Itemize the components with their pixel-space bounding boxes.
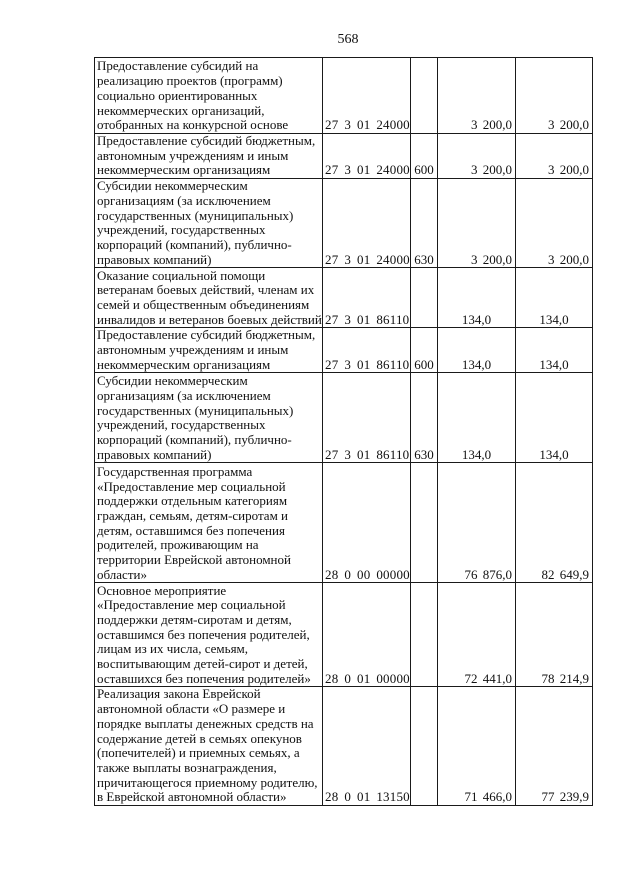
amount-first-year: 72 441,0 [438,583,516,687]
item-description: Оказание социальной помощи ветеранам боевых действий, членам их семей и общественным объединениям инвалидов и ветеранов боевых действий [95,268,323,328]
item-description: Предоставление субсидий бюджетным, автономным учреждениям и иным некоммерческим организациям [95,134,323,179]
table-row [95,373,593,463]
expense-type: 600 [411,328,438,373]
expense-type: 600 [411,134,438,179]
amount-second-year: 3 200,0 [516,58,593,134]
amount-first-year: 3 200,0 [438,134,516,179]
item-description: Предоставление субсидий бюджетным, автономным учреждениям и иным некоммерческим организациям [95,328,323,373]
expense-type [411,583,438,687]
expense-type [411,687,438,806]
table-row [95,134,593,179]
amount-second-year: 78 214,9 [516,583,593,687]
budget-code: 27 3 01 24000 [323,179,411,268]
item-description: Основное мероприятие «Предоставление мер социальной поддержки детям-сиротам и детям, оставшимся без попечения родителей, лицам из их числа, семьям, воспитывающим детей-сирот и детей, оставшихся без попечения родителей» [95,583,323,687]
budget-code: 28 0 00 00000 [323,463,411,583]
amount-second-year: 82 649,9 [516,463,593,583]
table-row [95,328,593,373]
item-description: Субсидии некоммерческим организациям (за исключением государственных (муниципальных) учреждений, государственных корпораций (компаний), публично- правовых компаний) [95,373,323,463]
budget-code: 27 3 01 86110 [323,268,411,328]
table-row [95,583,593,687]
budget-code: 27 3 01 24000 [323,58,411,134]
amount-second-year: 3 200,0 [516,179,593,268]
table-row [95,687,593,806]
budget-code: 27 3 01 86110 [323,328,411,373]
item-description: Субсидии некоммерческим организациям (за исключением государственных (муниципальных) учреждений, государственных корпораций (компаний), публично- правовых компаний) [95,179,323,268]
expense-type [411,463,438,583]
amount-first-year: 3 200,0 [438,58,516,134]
item-description: Предоставление субсидий на реализацию проектов (программ) социально ориентированных некоммерческих организаций, отобранных на конкурсной основе [95,58,323,134]
table-row [95,179,593,268]
amount-first-year: 76 876,0 [438,463,516,583]
budget-code: 28 0 01 13150 [323,687,411,806]
budget-code: 27 3 01 86110 [323,373,411,463]
expense-type [411,58,438,134]
item-description: Реализация закона Еврейской автономной области «О размере и порядке выплаты денежных средств на содержание детей в семьях опекунов (попечителей) и приемных семьях, а также выплаты вознаграждения, причитающегося приемному родителю, в Еврейской автономной области» [95,687,323,806]
table-row [95,463,593,583]
budget-code: 27 3 01 24000 [323,134,411,179]
amount-first-year: 134,0 [438,328,516,373]
budget-table [94,57,593,806]
item-description: Государственная программа «Предоставление мер социальной поддержки отдельным категориям граждан, семьям, детям-сиротам и детям, оставшимся без попечения родителей, проживающим на территории Еврейской автономной области» [95,463,323,583]
amount-second-year: 3 200,0 [516,134,593,179]
amount-first-year: 134,0 [438,373,516,463]
table-row [95,58,593,134]
expense-type: 630 [411,373,438,463]
amount-second-year: 134,0 [516,373,593,463]
expense-type: 630 [411,179,438,268]
page-number: 568 [337,32,359,47]
amount-first-year: 3 200,0 [438,179,516,268]
expense-type [411,268,438,328]
budget-code: 28 0 01 00000 [323,583,411,687]
table-row [95,268,593,328]
amount-second-year: 134,0 [516,328,593,373]
amount-second-year: 134,0 [516,268,593,328]
amount-second-year: 77 239,9 [516,687,593,806]
amount-first-year: 71 466,0 [438,687,516,806]
amount-first-year: 134,0 [438,268,516,328]
